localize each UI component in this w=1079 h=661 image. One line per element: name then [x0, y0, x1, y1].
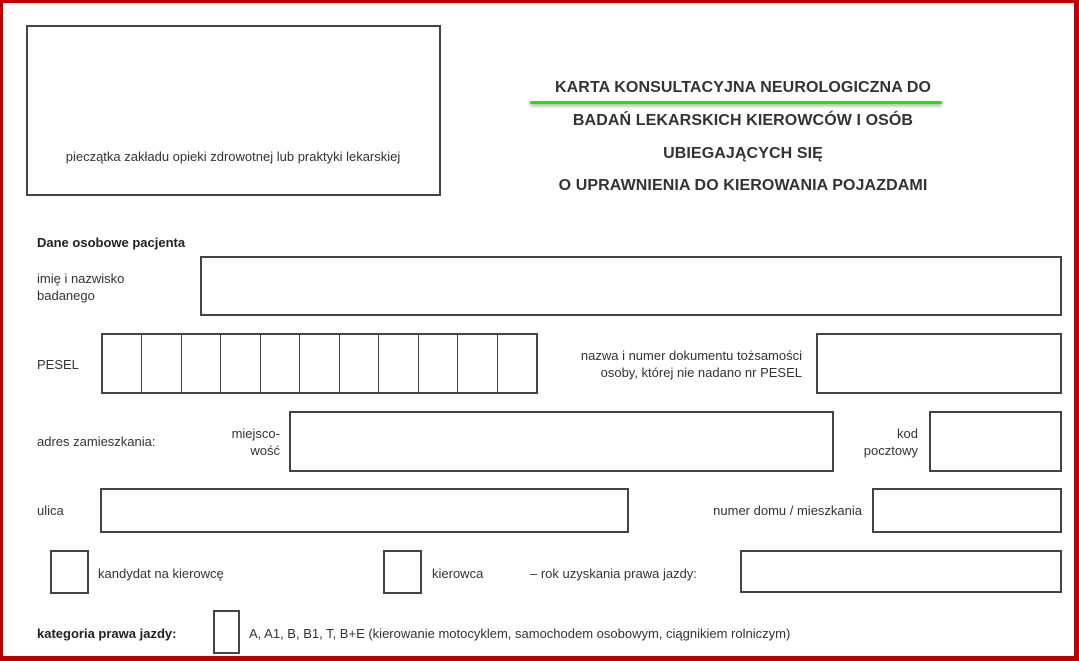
id-document-label [540, 347, 802, 381]
house-number-input[interactable] [872, 488, 1062, 533]
title-line-1: KARTA KONSULTACYJNA NEUROLOGICZNA DO [554, 79, 932, 96]
pesel-digit-cell[interactable] [103, 335, 142, 392]
pesel-digit-cell[interactable] [182, 335, 221, 392]
pesel-digit-cell[interactable] [221, 335, 260, 392]
pesel-label: PESEL [37, 357, 79, 372]
address-label: adres zamieszkania: [37, 434, 156, 449]
candidate-checkbox[interactable] [50, 550, 89, 594]
name-label [37, 270, 124, 304]
id-document-label-line2: osoby, której nie nadano nr PESEL [600, 365, 802, 380]
stamp-box [26, 25, 441, 196]
title-line-4: O UPRAWNIENIA DO KIEROWANIA POJAZDAMI [558, 177, 928, 194]
city-label-line1: miejsco- [231, 426, 280, 441]
name-label-line2: badanego [37, 288, 95, 303]
id-document-input[interactable] [816, 333, 1062, 394]
title-line-3: UBIEGAJĄCYCH SIĘ [663, 145, 823, 162]
stamp-caption: pieczątka zakładu opieki zdrowotnej lub praktyki lekarskiej [65, 149, 401, 164]
postal-code-label [840, 425, 918, 459]
city-label [200, 425, 280, 459]
candidate-label: kandydat na kierowcę [98, 566, 224, 581]
postal-code-label-line2: pocztowy [863, 443, 918, 458]
category-option-text: A, A1, B, B1, T, B+E (kierowanie motocyklem, samochodem osobowym, ciągnikiem rolniczym) [249, 626, 791, 641]
name-label-line1: imię i nazwisko [37, 271, 125, 286]
pesel-digit-cell[interactable] [379, 335, 418, 392]
city-input[interactable] [289, 411, 834, 472]
pesel-digit-cell[interactable] [340, 335, 379, 392]
house-number-label: numer domu / mieszkania [713, 503, 862, 518]
street-input[interactable] [100, 488, 629, 533]
pesel-digit-cell[interactable] [261, 335, 300, 392]
pesel-input-grid [101, 333, 538, 394]
pesel-digit-cell[interactable] [498, 335, 536, 392]
license-year-input[interactable] [740, 550, 1062, 593]
driver-checkbox[interactable] [383, 550, 422, 594]
title-highlight-underline [530, 101, 942, 104]
city-label-line2: wość [250, 443, 280, 458]
pesel-digit-cell[interactable] [419, 335, 458, 392]
id-document-label-line1: nazwa i numer dokumentu tożsamości [580, 348, 802, 363]
pesel-digit-cell[interactable] [300, 335, 339, 392]
driver-label: kierowca [432, 566, 484, 581]
pesel-digit-cell[interactable] [458, 335, 497, 392]
postal-code-input[interactable] [929, 411, 1062, 472]
category-checkbox[interactable] [213, 610, 240, 654]
license-year-label: – rok uzyskania prawa jazdy: [530, 566, 697, 581]
category-label: kategoria prawa jazdy: [37, 626, 177, 641]
name-input[interactable] [200, 256, 1062, 316]
postal-code-label-line1: kod [897, 426, 918, 441]
section-heading: Dane osobowe pacjenta [37, 235, 186, 250]
street-label: ulica [37, 503, 64, 518]
title-line-2: BADAŃ LEKARSKICH KIEROWCÓW I OSÓB [572, 112, 914, 129]
pesel-digit-cell[interactable] [142, 335, 181, 392]
